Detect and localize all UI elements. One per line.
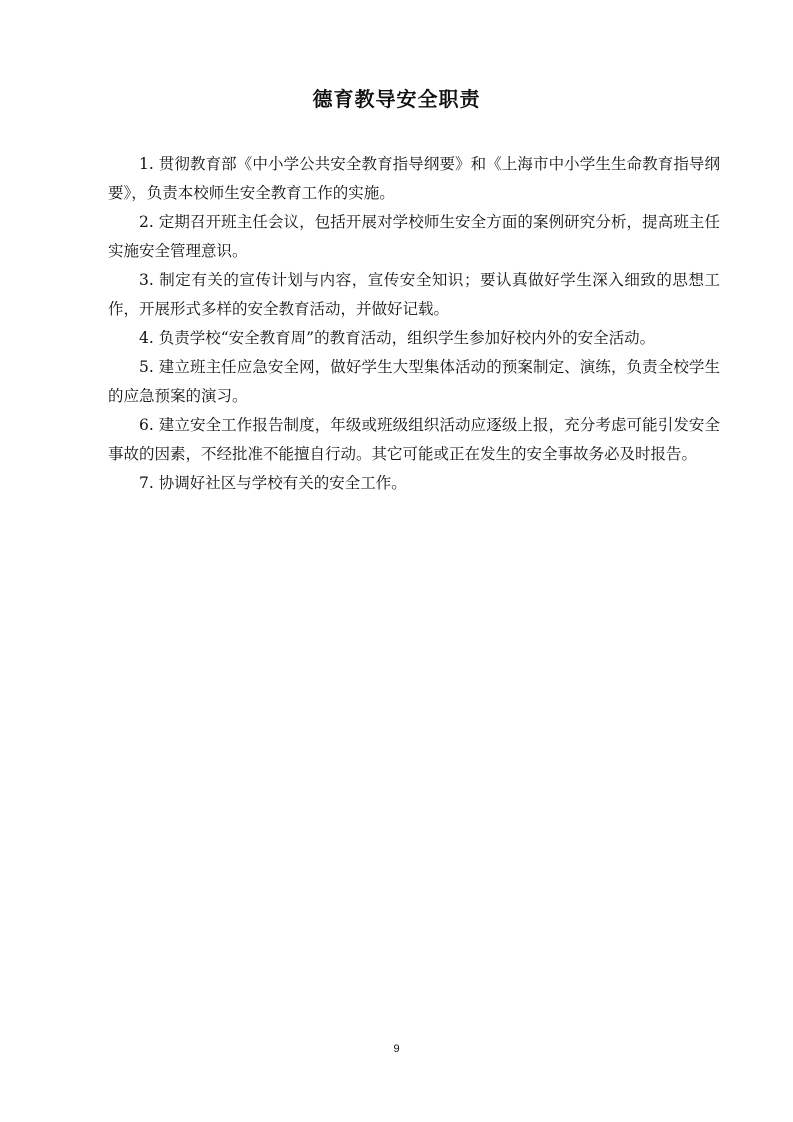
page-number: 9 — [393, 1043, 400, 1055]
paragraph-4: 4. 负责学校“安全教育周”的教育活动，组织学生参加好校内外的安全活动。 — [139, 329, 656, 347]
paragraph-5: 5. 建立班主任应急安全网，做好学生大型集体活动的预案制定、演练，负责全校学生的应急预案的演习。 — [108, 358, 720, 405]
document-title: 德育教导安全职责 — [312, 87, 481, 111]
paragraph-2: 2. 定期召开班主任会议，包括开展对学校师生安全方面的案例研究分析，提高班主任实施安全管理意识。 — [108, 213, 720, 260]
paragraph-1: 1. 贯彻教育部《中小学公共安全教育指导纲要》和《上海市中小学生生命教育指导纲要》，负责本校师生安全教育工作的实施。 — [108, 155, 720, 202]
document-body — [108, 150, 720, 498]
paragraph-3: 3. 制定有关的宣传计划与内容，宣传安全知识；要认真做好学生深入细致的思想工作，开展形式多样的安全教育活动，并做好记载。 — [108, 271, 720, 318]
paragraph-6: 6. 建立安全工作报告制度，年级或班级组织活动应逐级上报，充分考虑可能引发安全事故的因素，不经批准不能擅自行动。其它可能或正在发生的安全事故务必及时报告。 — [108, 416, 720, 463]
paragraph-7: 7. 协调好社区与学校有关的安全工作。 — [139, 474, 407, 492]
